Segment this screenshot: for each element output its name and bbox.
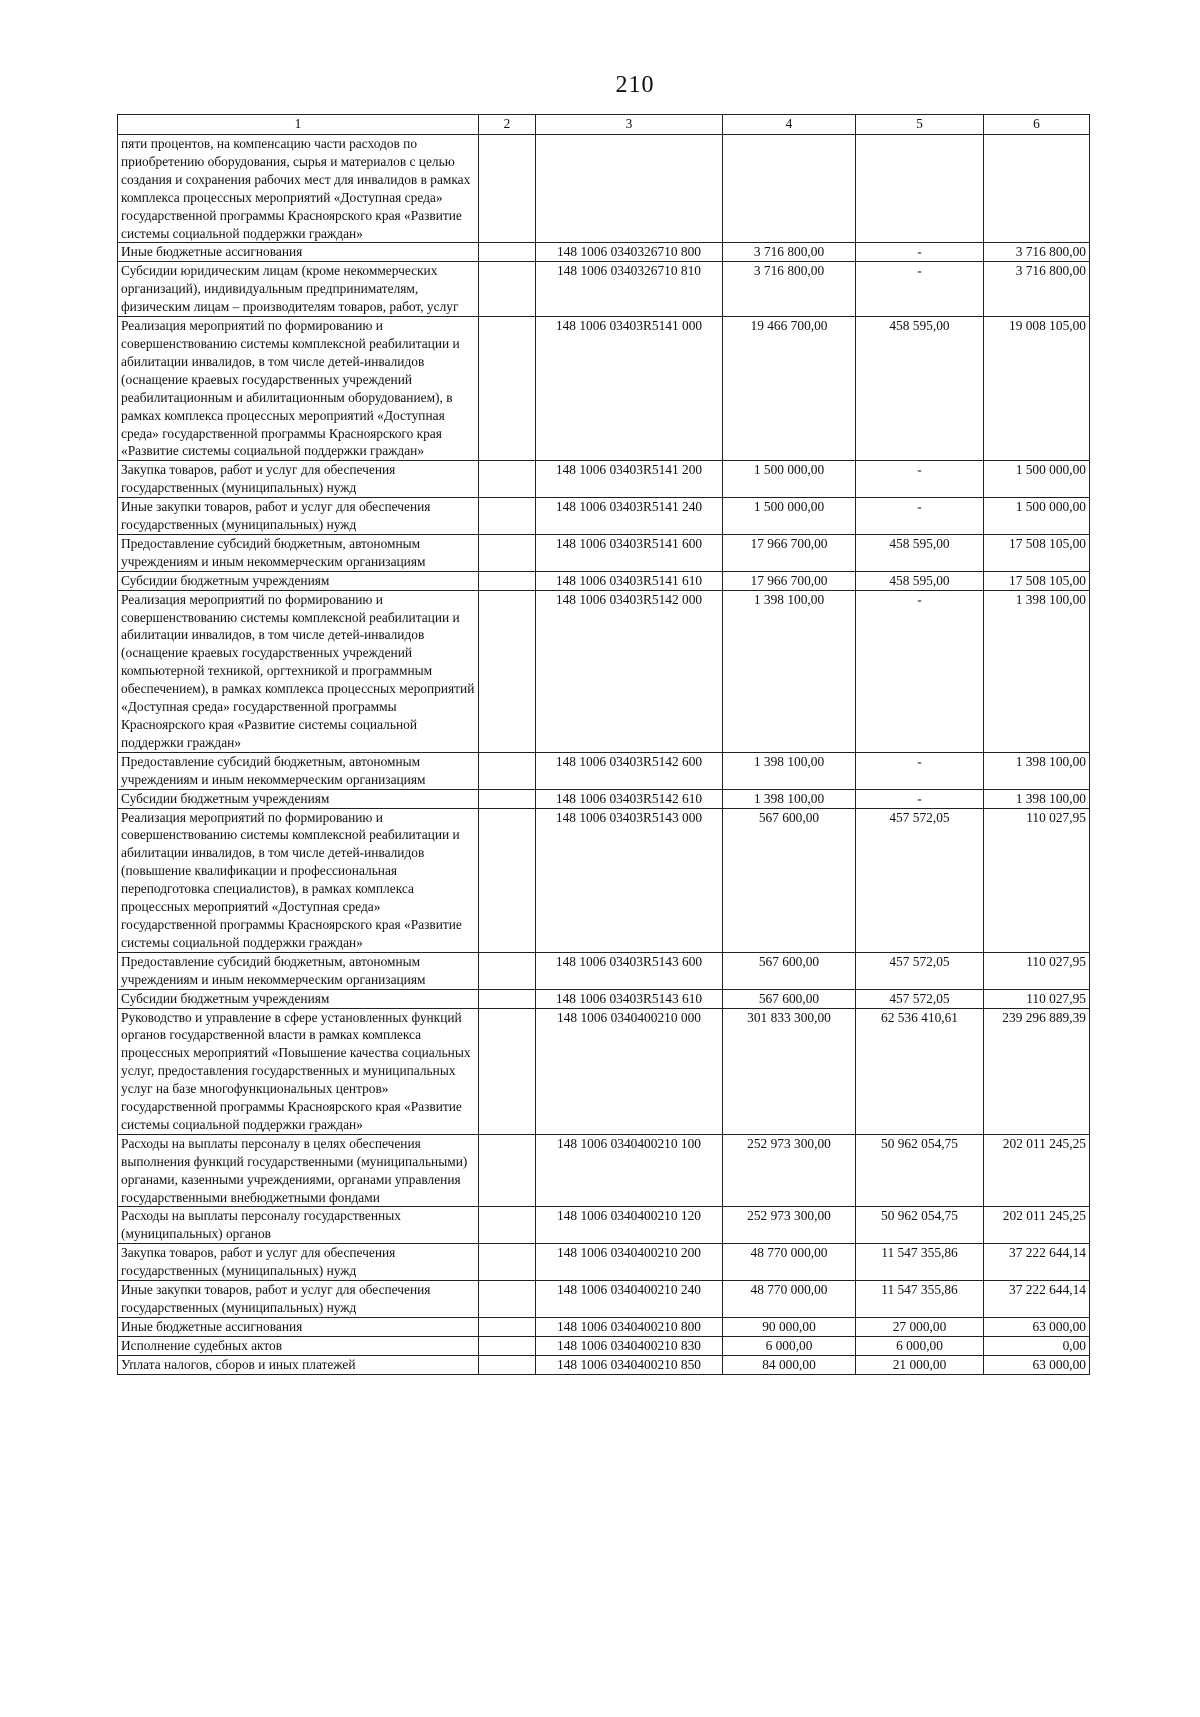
amount-col4-cell: 84 000,00: [723, 1355, 856, 1374]
table-body: [118, 135, 1090, 1375]
table-row: [118, 1207, 1090, 1244]
amount-col6-cell: [984, 135, 1090, 243]
column-header: 2: [479, 115, 536, 135]
amount-col4-cell: 1 398 100,00: [723, 789, 856, 808]
amount-col4-cell: 3 716 800,00: [723, 243, 856, 262]
amount-col4-cell: 3 716 800,00: [723, 262, 856, 317]
table-row: [118, 590, 1090, 752]
budget-code-cell: 148 1006 0340400210 830: [536, 1336, 723, 1355]
amount-col6-cell: 110 027,95: [984, 989, 1090, 1008]
budget-code-cell: 148 1006 03403R5142 610: [536, 789, 723, 808]
row-name-cell: Закупка товаров, работ и услуг для обеспечения государственных (муниципальных) нужд: [118, 1244, 479, 1281]
row-col2-cell: [479, 1281, 536, 1318]
row-col2-cell: [479, 317, 536, 461]
amount-col5-cell: 11 547 355,86: [856, 1281, 984, 1318]
budget-code-cell: 148 1006 0340400210 100: [536, 1134, 723, 1207]
amount-col5-cell: -: [856, 262, 984, 317]
budget-code-cell: 148 1006 03403R5141 240: [536, 498, 723, 535]
table-row: [118, 1317, 1090, 1336]
amount-col5-cell: 458 595,00: [856, 317, 984, 461]
table-row: [118, 243, 1090, 262]
table-row: [118, 789, 1090, 808]
amount-col4-cell: 1 398 100,00: [723, 752, 856, 789]
row-name-cell: Руководство и управление в сфере установленных функций органов государственной власти в рамках комплекса процессных мероприятий «Повышение качества социальных услуг, предоставления государственных и муниципальных услуг на базе многофункциональных центров» государственной программы Красноярского края «Развитие системы социальной поддержки граждан»: [118, 1008, 479, 1134]
row-col2-cell: [479, 1355, 536, 1374]
amount-col6-cell: 1 398 100,00: [984, 789, 1090, 808]
amount-col5-cell: 6 000,00: [856, 1336, 984, 1355]
amount-col5-cell: -: [856, 243, 984, 262]
row-col2-cell: [479, 1336, 536, 1355]
row-name-cell: Предоставление субсидий бюджетным, автономным учреждениям и иным некоммерческим организациям: [118, 952, 479, 989]
amount-col6-cell: 110 027,95: [984, 808, 1090, 952]
table-row: [118, 1244, 1090, 1281]
column-header: 4: [723, 115, 856, 135]
page-number: 210: [615, 72, 655, 98]
row-col2-cell: [479, 1317, 536, 1336]
row-col2-cell: [479, 534, 536, 571]
amount-col6-cell: 3 716 800,00: [984, 262, 1090, 317]
row-col2-cell: [479, 1134, 536, 1207]
budget-code-cell: 148 1006 0340400210 240: [536, 1281, 723, 1318]
table-row: [118, 317, 1090, 461]
amount-col5-cell: 50 962 054,75: [856, 1207, 984, 1244]
amount-col4-cell: 17 966 700,00: [723, 534, 856, 571]
budget-code-cell: 148 1006 03403R5142 600: [536, 752, 723, 789]
amount-col5-cell: 21 000,00: [856, 1355, 984, 1374]
amount-col5-cell: -: [856, 590, 984, 752]
amount-col4-cell: 567 600,00: [723, 989, 856, 1008]
budget-code-cell: 148 1006 0340400210 850: [536, 1355, 723, 1374]
table-row: [118, 135, 1090, 243]
amount-col6-cell: 0,00: [984, 1336, 1090, 1355]
amount-col4-cell: 90 000,00: [723, 1317, 856, 1336]
amount-col4-cell: 252 973 300,00: [723, 1207, 856, 1244]
row-col2-cell: [479, 590, 536, 752]
amount-col4-cell: 19 466 700,00: [723, 317, 856, 461]
amount-col6-cell: 3 716 800,00: [984, 243, 1090, 262]
amount-col5-cell: -: [856, 789, 984, 808]
budget-code-cell: 148 1006 03403R5143 610: [536, 989, 723, 1008]
table-row: [118, 752, 1090, 789]
budget-code-cell: 148 1006 0340326710 810: [536, 262, 723, 317]
amount-col4-cell: 252 973 300,00: [723, 1134, 856, 1207]
row-col2-cell: [479, 498, 536, 535]
amount-col6-cell: 1 500 000,00: [984, 461, 1090, 498]
table-row: [118, 808, 1090, 952]
column-header: 6: [984, 115, 1090, 135]
column-header: 3: [536, 115, 723, 135]
row-name-cell: Расходы на выплаты персоналу государственных (муниципальных) органов: [118, 1207, 479, 1244]
amount-col5-cell: -: [856, 461, 984, 498]
amount-col5-cell: 62 536 410,61: [856, 1008, 984, 1134]
row-name-cell: Иные закупки товаров, работ и услуг для обеспечения государственных (муниципальных) нужд: [118, 1281, 479, 1318]
column-header: 1: [118, 115, 479, 135]
amount-col5-cell: -: [856, 752, 984, 789]
budget-table: [117, 114, 1090, 1375]
row-name-cell: Субсидии бюджетным учреждениям: [118, 571, 479, 590]
amount-col4-cell: 1 398 100,00: [723, 590, 856, 752]
amount-col5-cell: 11 547 355,86: [856, 1244, 984, 1281]
budget-code-cell: 148 1006 03403R5141 600: [536, 534, 723, 571]
budget-code-cell: 148 1006 0340400210 800: [536, 1317, 723, 1336]
row-name-cell: пяти процентов, на компенсацию части расходов по приобретению оборудования, сырья и материалов с целью создания и сохранения рабочих мест для инвалидов в рамках комплекса процессных мероприятий «Доступная среда» государственной программы Красноярского края «Развитие системы социальной поддержки граждан»: [118, 135, 479, 243]
row-name-cell: Реализация мероприятий по формированию и совершенствованию системы комплексной реабилитации и абилитации инвалидов, в том числе детей-инвалидов (оснащение краевых государственных учреждений компьютерной техникой, оргтехникой и программным обеспечением), в рамках комплекса процессных мероприятий «Доступная среда» государственной программы Красноярского края «Развитие системы социальной поддержки граждан»: [118, 590, 479, 752]
row-name-cell: Субсидии бюджетным учреждениям: [118, 989, 479, 1008]
table-row: [118, 952, 1090, 989]
amount-col6-cell: 110 027,95: [984, 952, 1090, 989]
amount-col4-cell: 6 000,00: [723, 1336, 856, 1355]
row-name-cell: Иные закупки товаров, работ и услуг для обеспечения государственных (муниципальных) нужд: [118, 498, 479, 535]
amount-col4-cell: 567 600,00: [723, 952, 856, 989]
amount-col5-cell: -: [856, 498, 984, 535]
amount-col4-cell: [723, 135, 856, 243]
amount-col5-cell: 457 572,05: [856, 808, 984, 952]
table-row: [118, 461, 1090, 498]
row-col2-cell: [479, 262, 536, 317]
table-row: [118, 1008, 1090, 1134]
amount-col4-cell: 17 966 700,00: [723, 571, 856, 590]
budget-code-cell: 148 1006 03403R5141 000: [536, 317, 723, 461]
table-row: [118, 1355, 1090, 1374]
amount-col4-cell: 567 600,00: [723, 808, 856, 952]
budget-code-cell: 148 1006 0340400210 000: [536, 1008, 723, 1134]
table-row: [118, 534, 1090, 571]
row-name-cell: Предоставление субсидий бюджетным, автономным учреждениям и иным некоммерческим организациям: [118, 752, 479, 789]
row-name-cell: Расходы на выплаты персоналу в целях обеспечения выполнения функций государственными (муниципальными) органами, казенными учреждениями, органами управления государственными внебюджетными фондами: [118, 1134, 479, 1207]
table-row: [118, 498, 1090, 535]
budget-code-cell: 148 1006 03403R5141 200: [536, 461, 723, 498]
budget-code-cell: 148 1006 0340326710 800: [536, 243, 723, 262]
amount-col6-cell: 1 500 000,00: [984, 498, 1090, 535]
row-name-cell: Исполнение судебных актов: [118, 1336, 479, 1355]
amount-col5-cell: 457 572,05: [856, 989, 984, 1008]
table-row: [118, 1134, 1090, 1207]
row-col2-cell: [479, 571, 536, 590]
header-row: [118, 115, 1090, 135]
amount-col5-cell: 458 595,00: [856, 534, 984, 571]
row-name-cell: Субсидии юридическим лицам (кроме некоммерческих организаций), индивидуальным предпринимателям, физическим лицам – производителям товаров, работ, услуг: [118, 262, 479, 317]
amount-col6-cell: 1 398 100,00: [984, 590, 1090, 752]
amount-col4-cell: 1 500 000,00: [723, 498, 856, 535]
table-row: [118, 989, 1090, 1008]
budget-code-cell: [536, 135, 723, 243]
row-name-cell: Уплата налогов, сборов и иных платежей: [118, 1355, 479, 1374]
row-col2-cell: [479, 808, 536, 952]
row-col2-cell: [479, 1244, 536, 1281]
budget-code-cell: 148 1006 03403R5141 610: [536, 571, 723, 590]
row-name-cell: Закупка товаров, работ и услуг для обеспечения государственных (муниципальных) нужд: [118, 461, 479, 498]
row-col2-cell: [479, 135, 536, 243]
amount-col4-cell: 1 500 000,00: [723, 461, 856, 498]
row-name-cell: Субсидии бюджетным учреждениям: [118, 789, 479, 808]
amount-col6-cell: 37 222 644,14: [984, 1281, 1090, 1318]
amount-col6-cell: 63 000,00: [984, 1317, 1090, 1336]
budget-code-cell: 148 1006 03403R5143 600: [536, 952, 723, 989]
row-name-cell: Реализация мероприятий по формированию и совершенствованию системы комплексной реабилитации и абилитации инвалидов, в том числе детей-инвалидов (повышение квалификации и профессиональная переподготовка специалистов), в рамках комплекса процессных мероприятий «Доступная среда» государственной программы Красноярского края «Развитие системы социальной поддержки граждан»: [118, 808, 479, 952]
row-col2-cell: [479, 243, 536, 262]
row-col2-cell: [479, 989, 536, 1008]
budget-code-cell: 148 1006 03403R5142 000: [536, 590, 723, 752]
budget-code-cell: 148 1006 0340400210 200: [536, 1244, 723, 1281]
table-row: [118, 1336, 1090, 1355]
row-name-cell: Иные бюджетные ассигнования: [118, 243, 479, 262]
amount-col6-cell: 202 011 245,25: [984, 1207, 1090, 1244]
amount-col5-cell: [856, 135, 984, 243]
budget-code-cell: 148 1006 0340400210 120: [536, 1207, 723, 1244]
row-name-cell: Иные бюджетные ассигнования: [118, 1317, 479, 1336]
table-row: [118, 571, 1090, 590]
amount-col4-cell: 301 833 300,00: [723, 1008, 856, 1134]
row-col2-cell: [479, 1207, 536, 1244]
amount-col5-cell: 457 572,05: [856, 952, 984, 989]
column-header: 5: [856, 115, 984, 135]
row-col2-cell: [479, 789, 536, 808]
amount-col4-cell: 48 770 000,00: [723, 1281, 856, 1318]
amount-col5-cell: 458 595,00: [856, 571, 984, 590]
amount-col4-cell: 48 770 000,00: [723, 1244, 856, 1281]
amount-col5-cell: 27 000,00: [856, 1317, 984, 1336]
amount-col6-cell: 19 008 105,00: [984, 317, 1090, 461]
amount-col6-cell: 239 296 889,39: [984, 1008, 1090, 1134]
row-name-cell: Предоставление субсидий бюджетным, автономным учреждениям и иным некоммерческим организациям: [118, 534, 479, 571]
row-col2-cell: [479, 752, 536, 789]
amount-col6-cell: 17 508 105,00: [984, 534, 1090, 571]
row-name-cell: Реализация мероприятий по формированию и совершенствованию системы комплексной реабилитации и абилитации инвалидов, в том числе детей-инвалидов (оснащение краевых государственных учреждений реабилитационным и абилитационным оборудованием), в рамках комплекса процессных мероприятий «Доступная среда» государственной программы Красноярского края «Развитие системы социальной поддержки граждан»: [118, 317, 479, 461]
amount-col5-cell: 50 962 054,75: [856, 1134, 984, 1207]
budget-code-cell: 148 1006 03403R5143 000: [536, 808, 723, 952]
row-col2-cell: [479, 461, 536, 498]
amount-col6-cell: 63 000,00: [984, 1355, 1090, 1374]
amount-col6-cell: 202 011 245,25: [984, 1134, 1090, 1207]
table-row: [118, 262, 1090, 317]
amount-col6-cell: 17 508 105,00: [984, 571, 1090, 590]
amount-col6-cell: 1 398 100,00: [984, 752, 1090, 789]
amount-col6-cell: 37 222 644,14: [984, 1244, 1090, 1281]
row-col2-cell: [479, 1008, 536, 1134]
row-col2-cell: [479, 952, 536, 989]
table-row: [118, 1281, 1090, 1318]
